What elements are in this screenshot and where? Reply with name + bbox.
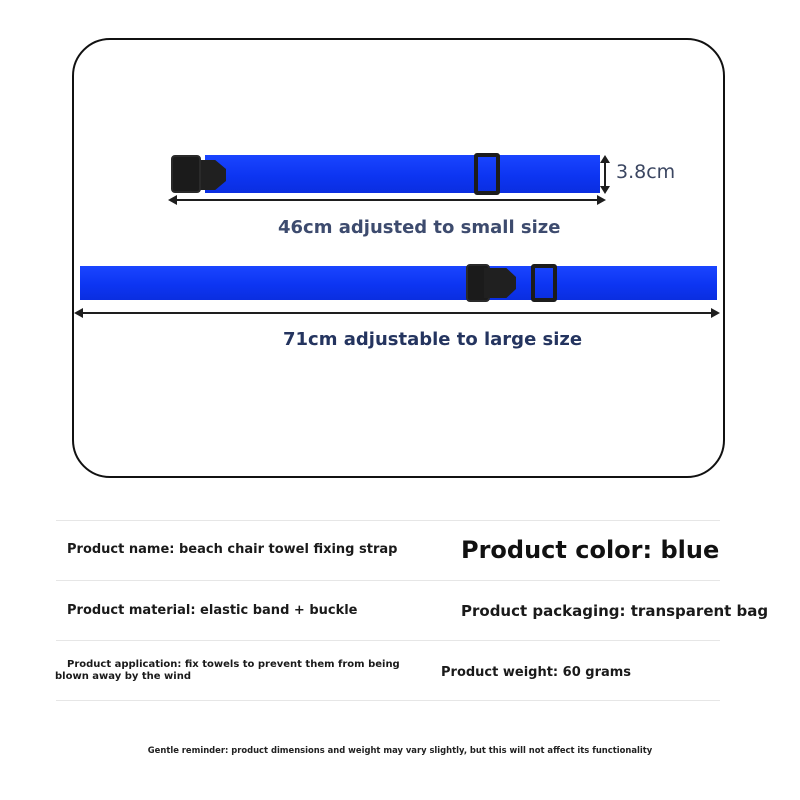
product-weight: Product weight: 60 grams [441, 665, 632, 680]
small-measure-arrow-left [168, 195, 177, 205]
diagram-frame [72, 38, 725, 478]
product-color: Product color: blue [461, 536, 720, 564]
width-label: 3.8cm [616, 161, 676, 183]
spec-divider-1 [56, 520, 720, 521]
large-measure-arrow-right [711, 308, 720, 318]
large-size-label: 71cm adjustable to large size [283, 329, 583, 350]
product-application: Product application: fix towels to prevent them from being blown away by the wind [55, 659, 400, 682]
small-measure-line [176, 199, 597, 201]
width-indicator-line [604, 162, 606, 186]
large-measure-line [82, 312, 712, 314]
product-name: Product name: beach chair towel fixing strap [67, 542, 398, 557]
large-strap-band [80, 266, 717, 300]
gentle-reminder [0, 745, 800, 755]
width-indicator-arrow-down [600, 186, 610, 194]
large-strap-slider [531, 264, 557, 302]
small-measure-arrow-right [597, 195, 606, 205]
small-strap-band [205, 155, 600, 193]
small-size-label: 46cm adjusted to small size [278, 217, 561, 238]
large-measure-arrow-left [74, 308, 83, 318]
width-indicator-arrow-up [600, 155, 610, 163]
small-strap-slider [474, 153, 500, 195]
product-packaging: Product packaging: transparent bag [461, 602, 769, 620]
spec-divider-3 [56, 640, 720, 641]
gentle-reminder-text: Gentle reminder: product dimensions and weight may vary slightly, but this will not affect its functionality [147, 745, 653, 755]
spec-divider-4 [56, 700, 720, 701]
spec-divider-2 [56, 580, 720, 581]
small-strap-buckle-female [171, 155, 201, 193]
product-material: Product material: elastic band + buckle [67, 603, 358, 618]
